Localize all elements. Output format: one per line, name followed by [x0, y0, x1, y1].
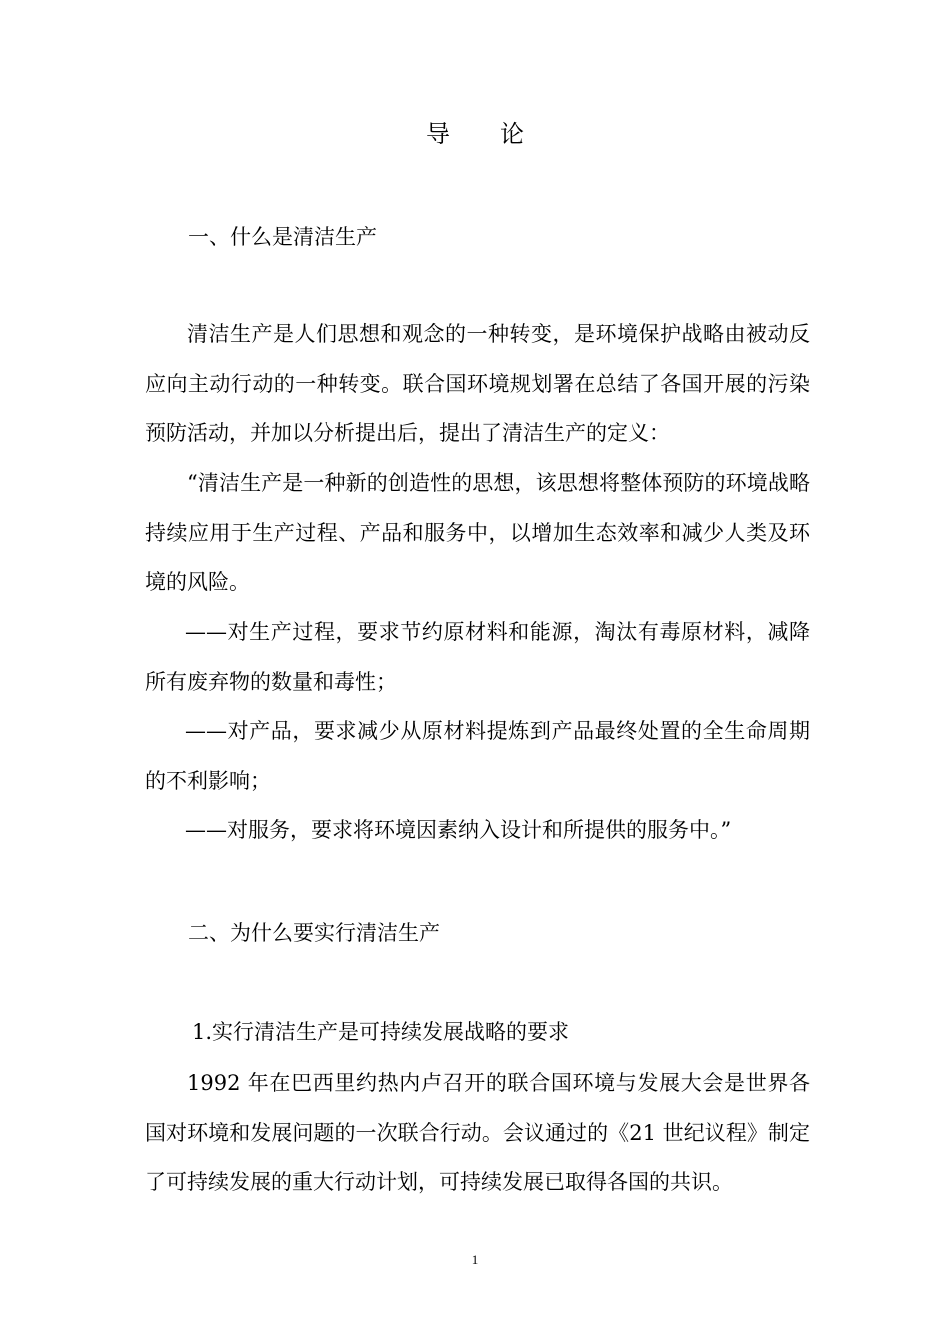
paragraph-definition-quote: “清洁生产是一种新的创造性的思想，该思想将整体预防的环境战略持续应用于生产过程、产品和服务中，以增加生态效率和减少人类及环境的风险。	[145, 471, 810, 594]
paragraph-services: ——对服务，要求将环境因素纳入设计和所提供的服务中。”	[185, 818, 732, 842]
page-number: 1	[471, 1252, 479, 1267]
title-char-2: 论	[500, 120, 524, 148]
paragraph-rio-conference: 1992 年在巴西里约热内卢召开的联合国环境与发展大会是世界各国对环境和发展问题的一次联合行动。会议通过的《21 世纪议程》制定了可持续发展的重大行动计划，可持续发展已取得各国的共识。	[145, 1071, 810, 1194]
title-char-1: 导	[426, 120, 450, 148]
section-heading-what-is-clean-production: 一、什么是清洁生产	[188, 225, 377, 249]
page-title	[0, 114, 950, 154]
section-heading-why-clean-production: 二、为什么要实行清洁生产	[188, 921, 440, 945]
paragraph-products: ——对产品，要求减少从原材料提炼到产品最终处置的全生命周期的不利影响；	[145, 719, 810, 793]
paragraph-definition-intro: 清洁生产是人们思想和观念的一种转变，是环境保护战略由被动反应向主动行动的一种转变。联合国环境规划署在总结了各国开展的污染预防活动，并加以分析提出后，提出了清洁生产的定义：	[145, 322, 810, 445]
subsection-heading-sustainable-development: 1.实行清洁生产是可持续发展战略的要求	[192, 1020, 570, 1044]
paragraph-production-process: ——对生产过程，要求节约原材料和能源，淘汰有毒原材料，减降所有废弃物的数量和毒性；	[145, 620, 810, 694]
